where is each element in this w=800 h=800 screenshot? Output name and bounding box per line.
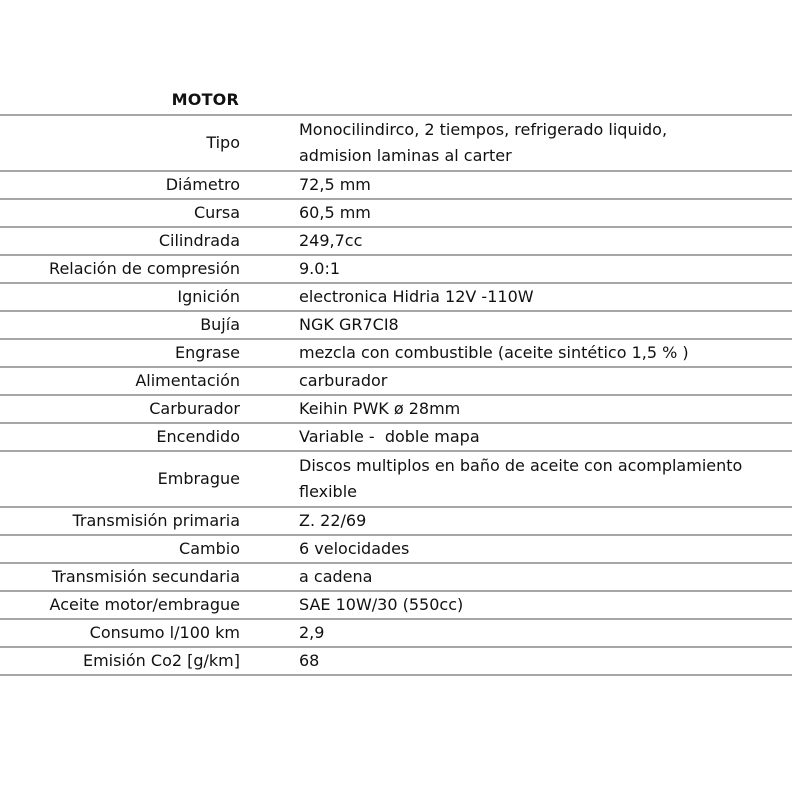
spec-row-consumo	[0, 620, 792, 648]
spec-label: Ignición	[177, 287, 240, 306]
spec-label: Emisión Co2 [g/km]	[82, 651, 240, 670]
spec-row-emision-co2	[0, 648, 792, 676]
spec-label: Cilindrada	[158, 231, 240, 250]
spec-row-engrase	[0, 340, 792, 368]
spec-value: 6 velocidades	[299, 539, 410, 558]
spec-label: Carburador	[149, 399, 240, 418]
spec-label: Alimentación	[135, 371, 240, 390]
spec-value: SAE 10W/30 (550cc)	[299, 595, 464, 614]
spec-value: 249,7cc	[299, 231, 363, 250]
spec-row-embrague	[0, 452, 792, 508]
spec-value: 68	[299, 651, 320, 670]
spec-label: Engrase	[175, 343, 240, 362]
spec-label: Relación de compresión	[49, 259, 240, 278]
spec-row-cilindrada	[0, 228, 792, 256]
spec-row-aceite-motor	[0, 592, 792, 620]
spec-value: 9.0:1	[299, 259, 341, 278]
spec-label: Consumo l/100 km	[89, 623, 240, 642]
spec-row-relacion-compresion	[0, 256, 792, 284]
spec-value: Discos multiplos en baño de aceite con acomplamiento flexible	[299, 456, 743, 501]
spec-row-transmision-secundaria	[0, 564, 792, 592]
spec-label: Transmisión secundaria	[51, 567, 240, 586]
spec-label: Tipo	[206, 133, 240, 152]
spec-label: Cursa	[193, 203, 240, 222]
section-title: MOTOR	[171, 90, 239, 109]
spec-label: Aceite motor/embrague	[49, 595, 240, 614]
spec-value: Monocilindirco, 2 tiempos, refrigerado liquido, admision laminas al carter	[299, 120, 668, 165]
spec-value: NGK GR7CI8	[299, 315, 399, 334]
section-heading-row	[0, 88, 792, 116]
spec-value: 60,5 mm	[299, 203, 371, 222]
spec-row-bujia	[0, 312, 792, 340]
spec-row-transmision-primaria	[0, 508, 792, 536]
engine-spec-table	[0, 88, 792, 676]
spec-row-tipo	[0, 116, 792, 172]
spec-row-cursa	[0, 200, 792, 228]
spec-row-cambio	[0, 536, 792, 564]
spec-value: Z. 22/69	[299, 511, 367, 530]
spec-row-carburador	[0, 396, 792, 424]
spec-value: electronica Hidria 12V -110W	[299, 287, 534, 306]
spec-value: 2,9	[299, 623, 325, 642]
spec-value: 72,5 mm	[299, 175, 371, 194]
spec-label: Encendido	[156, 427, 240, 446]
spec-label: Diámetro	[165, 175, 240, 194]
spec-value: carburador	[299, 371, 388, 390]
spec-value: Variable - doble mapa	[299, 427, 480, 446]
spec-label: Embrague	[157, 469, 240, 488]
spec-value: Keihin PWK ø 28mm	[299, 399, 461, 418]
spec-value: mezcla con combustible (aceite sintético 1,5 % )	[299, 343, 689, 362]
spec-label: Cambio	[179, 539, 240, 558]
spec-label: Bujía	[200, 315, 240, 334]
spec-row-encendido	[0, 424, 792, 452]
spec-label: Transmisión primaria	[72, 511, 240, 530]
spec-row-alimentacion	[0, 368, 792, 396]
spec-row-ignicion	[0, 284, 792, 312]
spec-row-diametro	[0, 172, 792, 200]
spec-value: a cadena	[299, 567, 373, 586]
